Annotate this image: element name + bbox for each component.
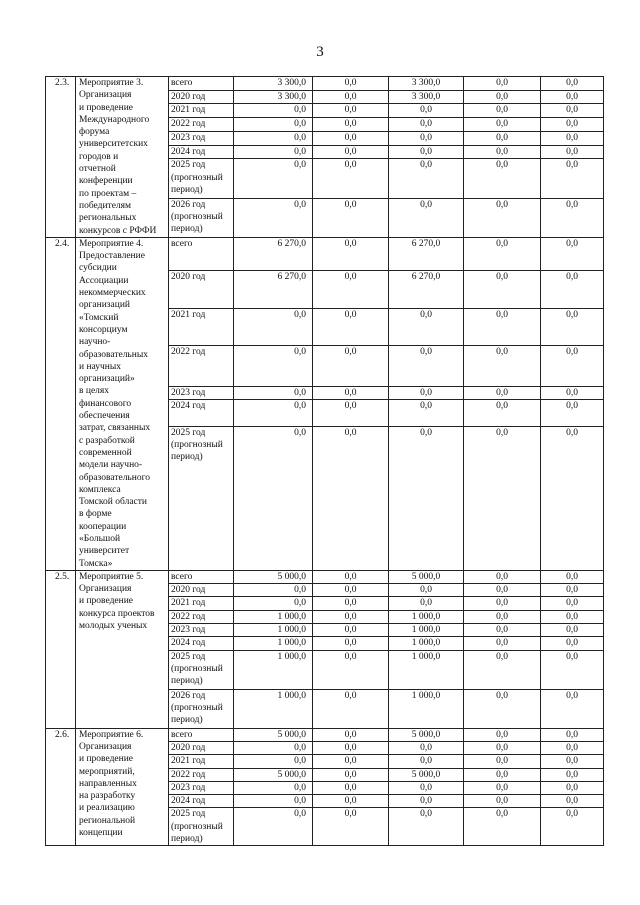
value-cell: 0,0: [389, 755, 464, 768]
value-cell: 0,0: [389, 308, 464, 346]
value-cell: 3 300,0: [389, 77, 464, 91]
value-cell: 0,0: [313, 795, 389, 808]
value-cell: 0,0: [313, 781, 389, 794]
value-cell: 6 270,0: [234, 237, 313, 270]
value-cell: 3 300,0: [234, 77, 313, 91]
period-label: 2024 год: [169, 145, 234, 159]
value-cell: 0,0: [313, 755, 389, 768]
value-cell: 0,0: [313, 308, 389, 346]
table-row: [46, 237, 604, 270]
period-label: 2020 год: [169, 90, 234, 104]
value-cell: 0,0: [464, 689, 541, 728]
period-label: всего: [169, 77, 234, 91]
value-cell: 5 000,0: [389, 570, 464, 583]
section-index: 2.6.: [46, 728, 76, 846]
value-cell: 0,0: [541, 400, 604, 426]
period-label: 2023 год: [169, 131, 234, 145]
value-cell: 0,0: [464, 808, 541, 846]
value-cell: 1 000,0: [234, 650, 313, 689]
value-cell: 0,0: [313, 145, 389, 159]
value-cell: 0,0: [313, 131, 389, 145]
period-label: 2024 год: [169, 637, 234, 650]
value-cell: 0,0: [389, 131, 464, 145]
value-cell: 0,0: [389, 781, 464, 794]
value-cell: 0,0: [541, 90, 604, 104]
value-cell: 6 270,0: [389, 237, 464, 270]
value-cell: 0,0: [541, 346, 604, 387]
value-cell: 0,0: [389, 400, 464, 426]
value-cell: 5 000,0: [234, 728, 313, 741]
period-label: 2020 год: [169, 741, 234, 754]
value-cell: 0,0: [541, 308, 604, 346]
value-cell: 5 000,0: [234, 570, 313, 583]
value-cell: 0,0: [234, 308, 313, 346]
value-cell: 0,0: [313, 624, 389, 637]
value-cell: 0,0: [313, 768, 389, 781]
value-cell: 5 000,0: [389, 768, 464, 781]
budget-table: [45, 76, 604, 846]
value-cell: 0,0: [464, 426, 541, 570]
value-cell: 0,0: [464, 198, 541, 237]
period-label: 2020 год: [169, 584, 234, 597]
value-cell: 0,0: [313, 159, 389, 198]
period-label: 2023 год: [169, 386, 234, 399]
value-cell: 0,0: [389, 808, 464, 846]
value-cell: 0,0: [234, 346, 313, 387]
value-cell: 0,0: [464, 570, 541, 583]
page-number: 3: [316, 44, 324, 60]
value-cell: 0,0: [464, 118, 541, 132]
section-name: Мероприятие 4. Предоставление субсидии Ассоциации некоммерческих организаций «Томский консорциум научно- образовательных и научных организаций» в целях финансового обеспечения затрат, связанных с разработкой современной модели научно- образовательного комплекса Томской области в форме кооперации «Большой университет Томска»: [76, 237, 169, 570]
value-cell: 0,0: [234, 400, 313, 426]
value-cell: 0,0: [313, 650, 389, 689]
value-cell: 0,0: [313, 570, 389, 583]
value-cell: 0,0: [234, 131, 313, 145]
value-cell: 0,0: [464, 597, 541, 610]
value-cell: 0,0: [541, 77, 604, 91]
value-cell: 0,0: [234, 808, 313, 846]
value-cell: 0,0: [464, 637, 541, 650]
period-label: 2022 год: [169, 346, 234, 387]
section-index: 2.4.: [46, 237, 76, 570]
value-cell: 1 000,0: [234, 689, 313, 728]
period-label: 2021 год: [169, 104, 234, 118]
value-cell: 0,0: [313, 610, 389, 623]
value-cell: 0,0: [541, 104, 604, 118]
period-label: 2022 год: [169, 610, 234, 623]
value-cell: 0,0: [541, 118, 604, 132]
value-cell: 5 000,0: [389, 728, 464, 741]
period-label: 2024 год: [169, 795, 234, 808]
value-cell: 0,0: [389, 145, 464, 159]
value-cell: 1 000,0: [389, 610, 464, 623]
value-cell: 0,0: [389, 597, 464, 610]
period-label: 2025 год (прогнозный период): [169, 426, 234, 570]
value-cell: 0,0: [234, 118, 313, 132]
value-cell: 0,0: [541, 637, 604, 650]
value-cell: 0,0: [464, 755, 541, 768]
value-cell: 0,0: [313, 584, 389, 597]
value-cell: 0,0: [313, 118, 389, 132]
value-cell: 0,0: [313, 237, 389, 270]
value-cell: 0,0: [313, 400, 389, 426]
value-cell: 6 270,0: [389, 271, 464, 309]
value-cell: 0,0: [313, 104, 389, 118]
value-cell: 0,0: [541, 570, 604, 583]
value-cell: 0,0: [389, 386, 464, 399]
value-cell: 0,0: [313, 198, 389, 237]
value-cell: 0,0: [313, 741, 389, 754]
value-cell: 0,0: [313, 808, 389, 846]
section-name: Мероприятие 5. Организация и проведение конкурса проектов молодых ученых: [76, 570, 169, 728]
value-cell: 3 300,0: [389, 90, 464, 104]
value-cell: 0,0: [389, 426, 464, 570]
value-cell: 0,0: [234, 741, 313, 754]
value-cell: 0,0: [464, 781, 541, 794]
value-cell: 0,0: [464, 145, 541, 159]
value-cell: 0,0: [464, 237, 541, 270]
value-cell: 0,0: [234, 145, 313, 159]
value-cell: 0,0: [464, 386, 541, 399]
value-cell: 0,0: [464, 77, 541, 91]
table-row: [46, 77, 604, 91]
value-cell: 0,0: [541, 198, 604, 237]
value-cell: 0,0: [464, 584, 541, 597]
value-cell: 0,0: [541, 795, 604, 808]
value-cell: 0,0: [541, 584, 604, 597]
period-label: всего: [169, 728, 234, 741]
value-cell: 0,0: [541, 426, 604, 570]
value-cell: 0,0: [464, 650, 541, 689]
value-cell: 0,0: [464, 728, 541, 741]
value-cell: 1 000,0: [234, 637, 313, 650]
section-name: Мероприятие 3. Организация и проведение Международного форума университетских городов и отчетной конференции по проектам – победителям региональных конкурсов с РФФИ: [76, 77, 169, 238]
period-label: 2025 год (прогнозный период): [169, 650, 234, 689]
value-cell: 0,0: [389, 346, 464, 387]
period-label: 2025 год (прогнозный период): [169, 808, 234, 846]
value-cell: 0,0: [313, 386, 389, 399]
value-cell: 0,0: [389, 104, 464, 118]
value-cell: 0,0: [541, 610, 604, 623]
value-cell: 0,0: [234, 426, 313, 570]
section-index: 2.3.: [46, 77, 76, 238]
value-cell: 0,0: [541, 145, 604, 159]
value-cell: 0,0: [313, 90, 389, 104]
period-label: 2021 год: [169, 308, 234, 346]
value-cell: 0,0: [464, 610, 541, 623]
period-label: 2026 год (прогнозный период): [169, 689, 234, 728]
value-cell: 0,0: [464, 104, 541, 118]
period-label: 2025 год (прогнозный период): [169, 159, 234, 198]
value-cell: 0,0: [541, 768, 604, 781]
value-cell: 0,0: [389, 795, 464, 808]
value-cell: 0,0: [234, 159, 313, 198]
value-cell: 0,0: [464, 271, 541, 309]
value-cell: 0,0: [464, 795, 541, 808]
value-cell: 0,0: [541, 624, 604, 637]
value-cell: 0,0: [541, 781, 604, 794]
value-cell: 1 000,0: [234, 624, 313, 637]
value-cell: 0,0: [234, 386, 313, 399]
period-label: 2023 год: [169, 781, 234, 794]
value-cell: 0,0: [464, 624, 541, 637]
period-label: 2021 год: [169, 597, 234, 610]
period-label: 2022 год: [169, 768, 234, 781]
value-cell: 0,0: [464, 159, 541, 198]
section-index: 2.5.: [46, 570, 76, 728]
value-cell: 3 300,0: [234, 90, 313, 104]
value-cell: 0,0: [464, 768, 541, 781]
value-cell: 0,0: [464, 741, 541, 754]
value-cell: 0,0: [541, 237, 604, 270]
value-cell: 0,0: [541, 159, 604, 198]
value-cell: 0,0: [389, 198, 464, 237]
value-cell: 0,0: [389, 741, 464, 754]
value-cell: 0,0: [464, 400, 541, 426]
value-cell: 1 000,0: [389, 624, 464, 637]
value-cell: 1 000,0: [389, 650, 464, 689]
period-label: 2022 год: [169, 118, 234, 132]
period-label: 2021 год: [169, 755, 234, 768]
value-cell: 0,0: [234, 104, 313, 118]
value-cell: 0,0: [541, 271, 604, 309]
period-label: 2026 год (прогнозный период): [169, 198, 234, 237]
value-cell: 0,0: [313, 77, 389, 91]
value-cell: 1 000,0: [234, 610, 313, 623]
value-cell: 0,0: [464, 308, 541, 346]
value-cell: 0,0: [313, 597, 389, 610]
period-label: 2023 год: [169, 624, 234, 637]
value-cell: 0,0: [541, 650, 604, 689]
period-label: 2020 год: [169, 271, 234, 309]
value-cell: 0,0: [313, 271, 389, 309]
table-row: [46, 728, 604, 741]
value-cell: 0,0: [389, 584, 464, 597]
value-cell: 0,0: [234, 755, 313, 768]
value-cell: 0,0: [313, 689, 389, 728]
value-cell: 0,0: [541, 386, 604, 399]
value-cell: 0,0: [464, 346, 541, 387]
value-cell: 0,0: [464, 131, 541, 145]
value-cell: 0,0: [541, 689, 604, 728]
value-cell: 0,0: [234, 795, 313, 808]
value-cell: 0,0: [313, 728, 389, 741]
value-cell: 0,0: [541, 755, 604, 768]
value-cell: 0,0: [541, 728, 604, 741]
value-cell: 0,0: [541, 741, 604, 754]
value-cell: 0,0: [234, 198, 313, 237]
value-cell: 0,0: [313, 346, 389, 387]
value-cell: 0,0: [541, 597, 604, 610]
table-row: [46, 570, 604, 583]
value-cell: 0,0: [541, 808, 604, 846]
value-cell: 6 270,0: [234, 271, 313, 309]
value-cell: 0,0: [313, 637, 389, 650]
section-name: Мероприятие 6. Организация и проведение мероприятий, направленных на разработку и реализацию региональной концепции: [76, 728, 169, 846]
value-cell: 0,0: [464, 90, 541, 104]
value-cell: 0,0: [234, 781, 313, 794]
value-cell: 0,0: [389, 118, 464, 132]
value-cell: 0,0: [541, 131, 604, 145]
value-cell: 1 000,0: [389, 689, 464, 728]
value-cell: 1 000,0: [389, 637, 464, 650]
period-label: всего: [169, 570, 234, 583]
period-label: 2024 год: [169, 400, 234, 426]
period-label: всего: [169, 237, 234, 270]
value-cell: 0,0: [389, 159, 464, 198]
value-cell: 0,0: [234, 597, 313, 610]
value-cell: 0,0: [234, 584, 313, 597]
value-cell: 5 000,0: [234, 768, 313, 781]
value-cell: 0,0: [313, 426, 389, 570]
